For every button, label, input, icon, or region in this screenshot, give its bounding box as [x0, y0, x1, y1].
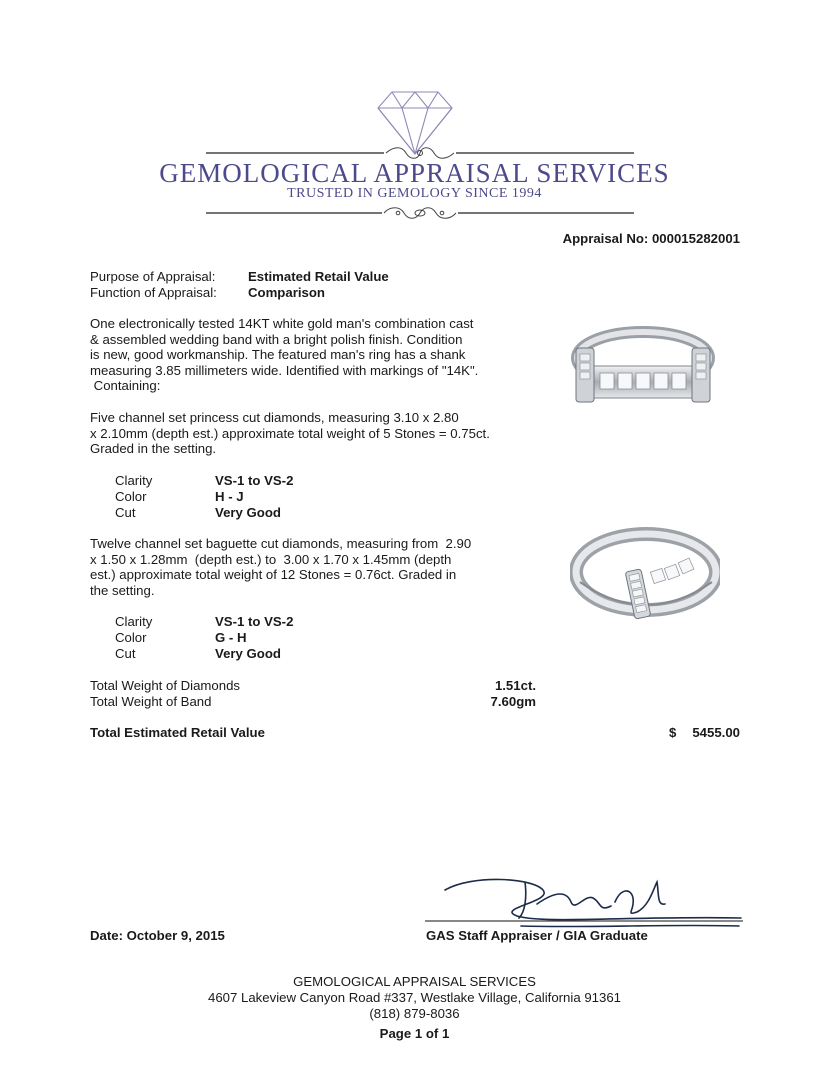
grade-value: VS-1 to VS-2 — [215, 473, 294, 488]
stones1-line: Graded in the setting. — [90, 441, 217, 457]
ring-description — [90, 316, 510, 394]
stones2-line: est.) approximate total weight of 12 Stones = 0.76ct. Graded in — [90, 567, 457, 583]
grade-value: Very Good — [215, 646, 281, 661]
header-bottom-rule — [206, 205, 634, 221]
grade-label: Color — [115, 489, 147, 504]
grade-label: Color — [115, 630, 147, 645]
grade-value: H - J — [215, 489, 244, 504]
description-line: One electronically tested 14KT white gold man's combination cast — [90, 316, 474, 331]
stones2-line: the setting. — [90, 582, 155, 598]
footer-company: GEMOLOGICAL APPRAISAL SERVICES — [293, 974, 536, 989]
total-diamonds-value: 1.51ct. — [494, 678, 536, 693]
function-label: Function of Appraisal: — [90, 285, 217, 300]
grade-label: Cut — [115, 646, 136, 661]
grade-value: Very Good — [215, 505, 281, 520]
total-retail-value: 5455.00 — [692, 725, 740, 740]
appraisal-number: Appraisal No: 000015282001 — [562, 231, 740, 246]
stones1-line: x 2.10mm (depth est.) approximate total weight of 5 Stones = 0.75ct. — [90, 425, 490, 441]
footer-address: 4607 Lakeview Canyon Road #337, Westlake Village, California 91361 — [208, 990, 621, 1005]
stones2-line: x 1.50 x 1.28mm (depth est.) to 3.00 x 1.70 x 1.45mm (depth — [90, 551, 452, 567]
company-logo-name: GEMOLOGICAL APPRAISAL SERVICES — [159, 158, 670, 188]
company-tagline: TRUSTED IN GEMOLOGY SINCE 1994 — [287, 186, 542, 201]
purpose-value: Estimated Retail Value — [248, 269, 389, 284]
total-band-value: 7.60gm — [490, 694, 536, 709]
grade-value: VS-1 to VS-2 — [215, 614, 294, 629]
princess-diamonds-description — [90, 410, 510, 457]
total-band-label: Total Weight of Band — [90, 694, 212, 709]
grade-label: Cut — [115, 505, 136, 520]
purpose-label: Purpose of Appraisal: — [90, 269, 216, 284]
stones1-line: Five channel set princess cut diamonds, measuring 3.10 x 2.80 — [90, 410, 459, 425]
description-line: Containing: — [90, 378, 161, 394]
grade-label: Clarity — [115, 614, 153, 629]
total-retail-label: Total Estimated Retail Value — [90, 725, 265, 740]
grade-value: G - H — [215, 630, 247, 645]
description-line: measuring 3.85 millimeters wide. Identified with markings of "14K". — [90, 362, 479, 378]
description-line: & assembled wedding band with a bright polish finish. Condition — [90, 331, 463, 347]
grade-label: Clarity — [115, 473, 153, 488]
signature-caption: GAS Staff Appraiser / GIA Graduate — [426, 928, 648, 943]
function-value: Comparison — [248, 285, 325, 300]
appraiser-signature — [425, 868, 745, 932]
currency-symbol: $ — [669, 725, 677, 740]
total-diamonds-label: Total Weight of Diamonds — [90, 678, 241, 693]
baguette-diamonds-description — [90, 536, 510, 598]
footer-phone: (818) 879-8036 — [369, 1006, 460, 1021]
ring-photo-top — [568, 318, 718, 410]
ring-photo-angle — [570, 520, 720, 630]
description-line: is new, good workmanship. The featured man's ring has a shank — [90, 347, 466, 363]
stones2-line: Twelve channel set baguette cut diamonds, measuring from 2.90 — [90, 536, 472, 551]
page-number: Page 1 of 1 — [379, 1026, 450, 1041]
appraisal-date: Date: October 9, 2015 — [90, 928, 225, 943]
